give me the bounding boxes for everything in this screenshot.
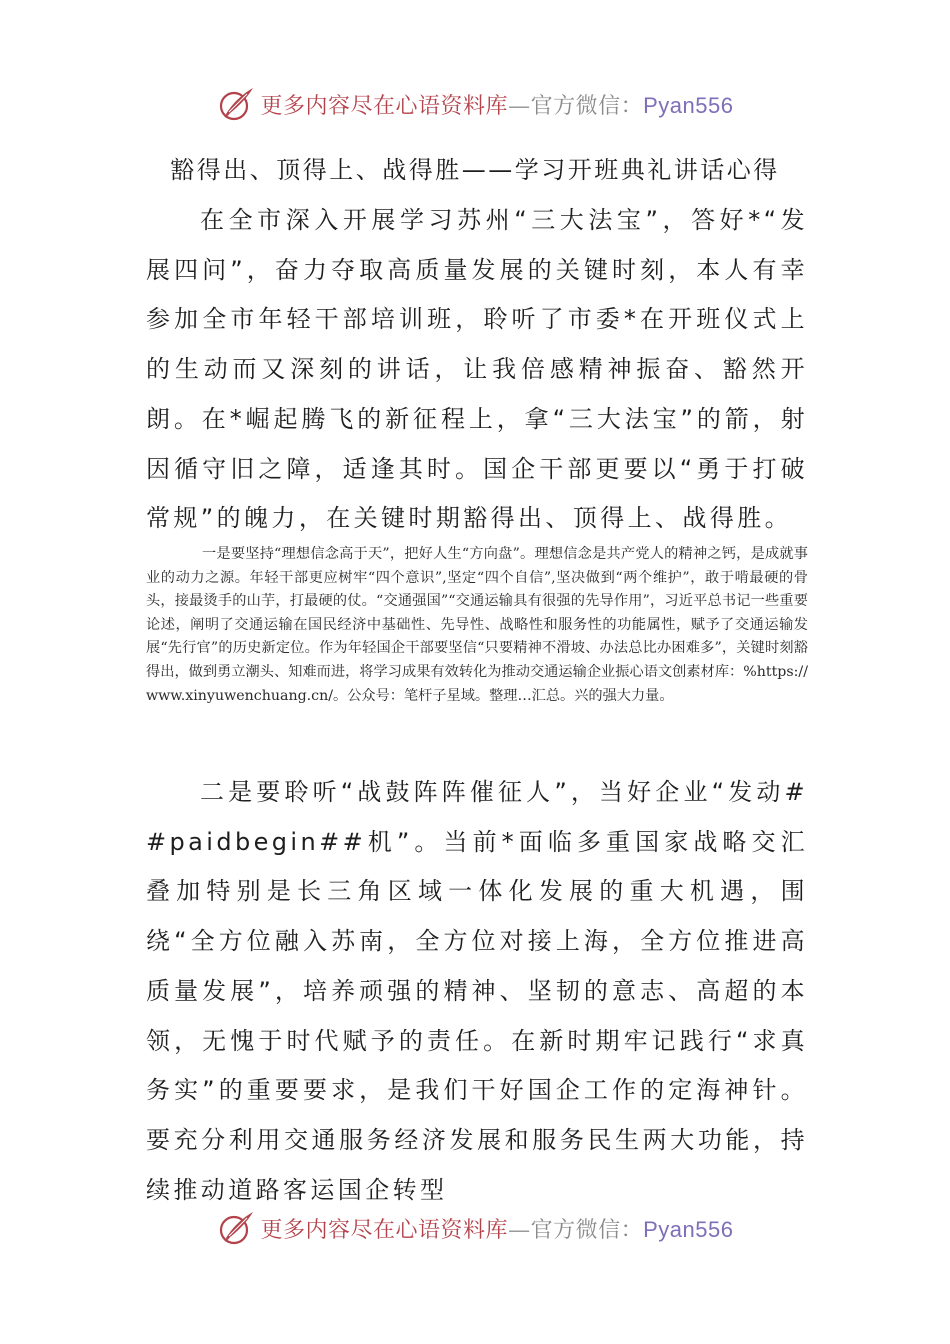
banner-wechat-label: 官方微信：: [530, 93, 644, 119]
paragraph-point-one: 一是要坚持“理想信念高于天”，把好人生“方向盘”。理想信念是共产党人的精神之钙，是成就事业的动力之源。年轻干部更应树牢“四个意识”,坚定“四个自信”,坚决做到“两个维护”，敢于啃最硬的骨头，接最烫手的山芋，打最硬的仗。“交通强国”“交通运输具有很强的先导作用”，习近平总书记一些重要论述，阐明了交通运输在国民经济中基础性、先导性、战略性和服务性的功能属性，赋予了交通运输发展“先行官”的历史新定位。作为年轻国企干部要坚信“只要精神不滑坡、办法总比办困难多”，关键时刻豁得出，做到勇立潮头、知难而进，将学习成果有效转化为推动交通运输企业振心语文创素材库：%https://www.xinyuwenchuang.cn/。公众号：笔杆子星域。整理…汇总。兴的强大力量。: [146, 546, 808, 704]
banner-wechat-id: Pyan556: [643, 1216, 734, 1242]
banner-dash: —: [508, 93, 531, 119]
banner-main: 更多内容尽在心语资料库: [260, 93, 509, 119]
paragraph-intro: 在全市深入开展学习苏州“三大法宝”，答好*“发展四问”，奋力夺取高质量发展的关键时刻，本人有幸参加全市年轻干部培训班，聆听了市委*在开班仪式上的生动而又深刻的讲话，让我倍感精神振奋、豁然开朗。在*崛起腾飞的新征程上，拿“三大法宝”的箭，射因循守旧之障，适逢其时。国企干部更要以“勇于打破常规”的魄力，在关键时期豁得出、顶得上、战得胜。: [146, 206, 808, 533]
banner-wechat-id: Pyan556: [643, 92, 734, 118]
quill-logo-icon: [217, 1208, 257, 1248]
banner-text: [261, 1213, 734, 1244]
banner-text: [261, 89, 734, 120]
quill-logo-icon: [217, 84, 257, 124]
footer-banner: [0, 1206, 950, 1250]
banner-main: 更多内容尽在心语资料库: [260, 1217, 509, 1243]
banner-wechat-label: 官方微信：: [530, 1217, 644, 1243]
document-title: 豁得出、顶得上、战得胜——学习开班典礼讲话心得: [170, 156, 780, 184]
header-banner: [0, 82, 950, 126]
banner-dash: —: [508, 1217, 531, 1243]
paragraph-point-two: 二是要聆听“战鼓阵阵催征人”，当好企业“发动##paidbegin##机”。当前*面临多重国家战略交汇叠加特别是长三角区域一体化发展的重大机遇，围绕“全方位融入苏南，全方位对接上海，全方位推进高质量发展”，培养顽强的精神、坚韧的意志、高超的本领，无愧于时代赋予的责任。在新时期牢记践行“求真务实”的重要要求，是我们干好国企工作的定海神针。要充分利用交通服务经济发展和服务民生两大功能，持续推动道路客运国企转型: [146, 778, 808, 1204]
